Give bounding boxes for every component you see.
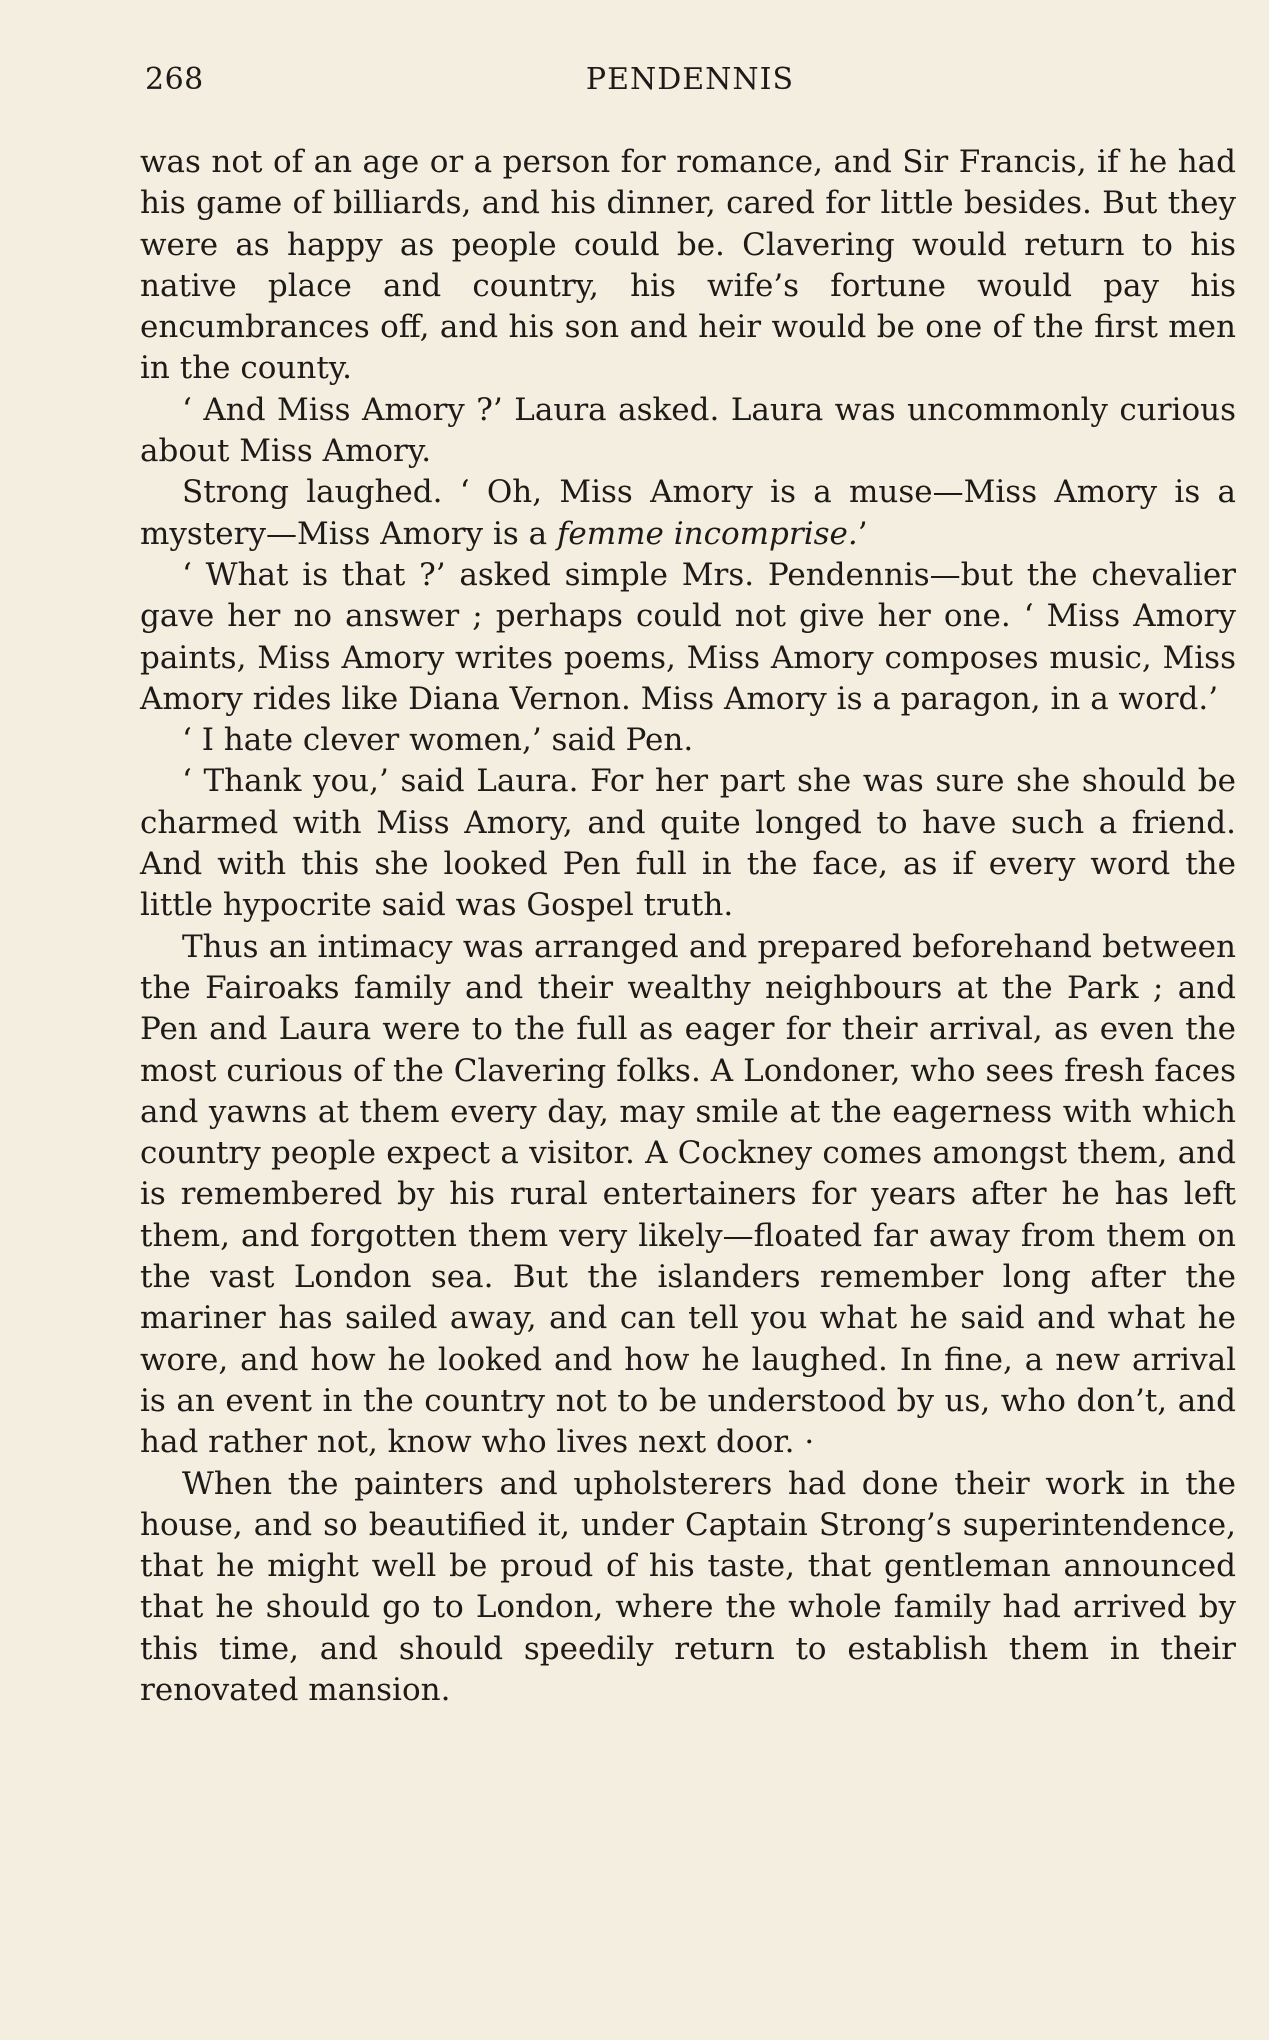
page-number: 268 <box>145 62 204 97</box>
italic-phrase: femme incomprise. <box>556 515 858 552</box>
paragraph-2: ‘ And Miss Amory ?’ Laura asked. Laura was uncommonly curious about Miss Amory. <box>140 391 1236 470</box>
body-text <box>140 142 1236 1711</box>
paragraph-1: was not of an age or a person for romance, and Sir Francis, if he had his game of billiards, and his dinner, cared for little besides. But they were as happy as people could be. Clavering would return to his native place and country, his wife’s fortune would pay his encumbrances off, and his son and heir would be one of the first men in the county. <box>140 144 1236 387</box>
paragraph-4: ‘ What is that ?’ asked simple Mrs. Pendennis—but the chevalier gave her no answer ; perhaps could not give her one. ‘ Miss Amory paints, Miss Amory writes poems, Miss Amory composes music, Miss Amory rides like Diana Vernon. Miss Amory is a paragon, in a word.’ <box>140 556 1236 717</box>
paragraph-5: ‘ I hate clever women,’ said Pen. <box>182 722 694 759</box>
running-header <box>145 62 1235 112</box>
paragraph-3 <box>140 472 1236 555</box>
paragraph-6: ‘ Thank you,’ said Laura. For her part she was sure she should be charmed with Miss Amory, and quite longed to have such a friend. And with this she looked Pen full in the face, as if every word the little hypocrite said was Gospel truth. <box>140 763 1236 924</box>
paragraph-3-text: Strong laughed. ‘ Oh, Miss Amory is a muse—Miss Amory is a mystery—Miss Amory is a <box>140 474 1236 552</box>
paragraph-7: Thus an intimacy was arranged and prepared beforehand between the Fairoaks family and their wealthy neighbours at the Park ; and Pen and Laura were to the full as eager for their arrival, as even the most curious of the Clavering folks. A Londoner, who sees fresh faces and yawns at them every day, may smile at the eagerness with which country people expect a visitor. A Cockney comes amongst them, and is remembered by his rural entertainers for years after he has left them, and forgotten them very likely—floated far away from them on the vast London sea. But the islanders remember long after the mariner has sailed away, and can tell you what he said and what he wore, and how he looked and how he laughed. In fine, a new arrival is an event in the country not to be understood by us, who don’t, and had rather not, know who lives next door. · <box>140 928 1236 1461</box>
paragraph-8: When the painters and upholsterers had done their work in the house, and so beautified it, under Captain Strong’s superintendence, that he might well be proud of his taste, that gentleman announced that he should go to London, where the whole family had arrived by this time, and should speedily return to establish them in their renovated mansion. <box>140 1465 1236 1708</box>
running-title: PENDENNIS <box>585 62 795 97</box>
paragraph-3-end: ’ <box>857 515 868 552</box>
